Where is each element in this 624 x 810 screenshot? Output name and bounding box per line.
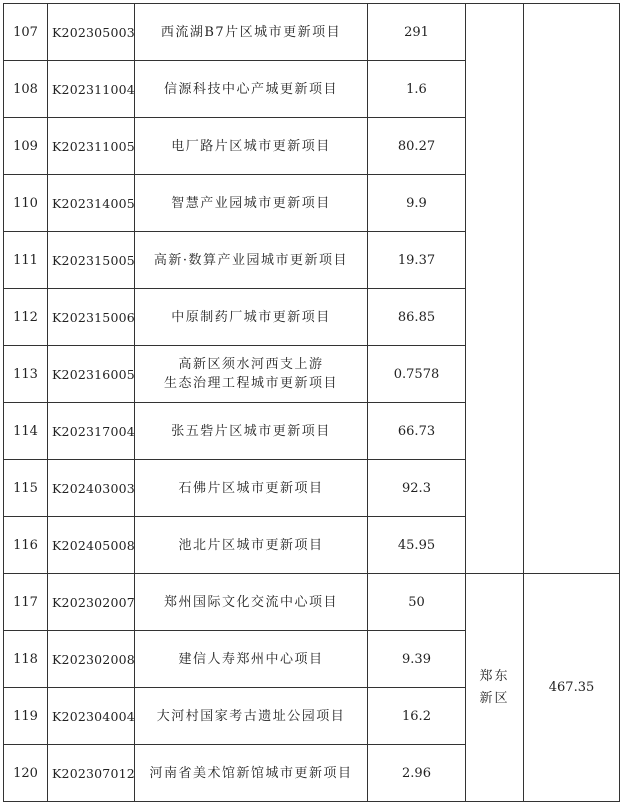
investment-amount: 45.95 [368,517,466,574]
row-number: 115 [4,460,48,517]
investment-amount: 86.85 [368,289,466,346]
district-cell [466,574,524,802]
investment-amount: 66.73 [368,403,466,460]
project-name [135,118,368,175]
investment-amount: 16.2 [368,688,466,745]
project-name [135,4,368,61]
project-name-line: 河南省美术馆新馆城市更新项目 [149,765,353,781]
table-row [4,574,620,631]
investment-amount: 80.27 [368,118,466,175]
row-number: 114 [4,403,48,460]
project-name [135,517,368,574]
project-name-line: 生态治理工程城市更新项目 [163,376,338,391]
project-name-line: 高新·数算产业园城市更新项目 [153,252,349,268]
project-code: K202302008 [48,631,135,688]
district-total-cell [524,4,620,574]
project-name-line: 池北片区城市更新项目 [178,537,324,553]
row-number: 112 [4,289,48,346]
project-name [135,289,368,346]
row-number: 108 [4,61,48,118]
project-code: K202311004 [48,61,135,118]
investment-amount: 9.39 [368,631,466,688]
project-name [135,232,368,289]
table-row [4,4,620,61]
project-code: K202314005 [48,175,135,232]
district-name-line: 新区 [479,690,510,706]
investment-amount: 2.96 [368,745,466,802]
project-name [135,460,368,517]
project-name-line: 高新区须水河西支上游 [178,357,324,372]
project-name [135,688,368,745]
project-code: K202405008 [48,517,135,574]
project-name-line: 中原制药厂城市更新项目 [171,309,331,325]
project-name-line: 郑州国际文化交流中心项目 [163,594,338,610]
investment-amount: 0.7578 [368,346,466,403]
project-table [3,3,620,802]
row-number: 107 [4,4,48,61]
district-name-line: 郑东 [479,668,510,684]
project-name-line: 石佛片区城市更新项目 [178,480,324,496]
district-cell [466,4,524,574]
project-name-line: 建信人寿郑州中心项目 [178,651,324,667]
project-code: K202307012 [48,745,135,802]
investment-amount: 50 [368,574,466,631]
row-number: 109 [4,118,48,175]
district-total: 467.35 [524,574,620,802]
row-number: 116 [4,517,48,574]
project-code: K202305003 [48,4,135,61]
project-code: K202302007 [48,574,135,631]
project-name [135,631,368,688]
row-number: 117 [4,574,48,631]
project-code: K202317004 [48,403,135,460]
row-number: 119 [4,688,48,745]
project-name [135,61,368,118]
project-code: K202315005 [48,232,135,289]
row-number: 120 [4,745,48,802]
investment-amount: 1.6 [368,61,466,118]
project-name-line: 电厂路片区城市更新项目 [171,138,331,154]
investment-amount: 9.9 [368,175,466,232]
investment-amount: 92.3 [368,460,466,517]
project-code: K202311005 [48,118,135,175]
row-number: 110 [4,175,48,232]
project-code: K202304004 [48,688,135,745]
project-code: K202315006 [48,289,135,346]
project-name-line: 信源科技中心产城更新项目 [163,81,338,97]
project-name [135,574,368,631]
investment-amount: 291 [368,4,466,61]
project-name [135,175,368,232]
row-number: 113 [4,346,48,403]
project-code: K202316005 [48,346,135,403]
project-name-line: 西流湖B7片区城市更新项目 [160,24,342,40]
project-name [135,346,368,403]
project-name-line: 张五砦片区城市更新项目 [171,423,331,439]
row-number: 118 [4,631,48,688]
investment-amount: 19.37 [368,232,466,289]
row-number: 111 [4,232,48,289]
project-name-line: 大河村国家考古遗址公园项目 [156,708,346,724]
project-name [135,745,368,802]
project-code: K202403003 [48,460,135,517]
project-name-line: 智慧产业园城市更新项目 [171,195,331,211]
project-name [135,403,368,460]
